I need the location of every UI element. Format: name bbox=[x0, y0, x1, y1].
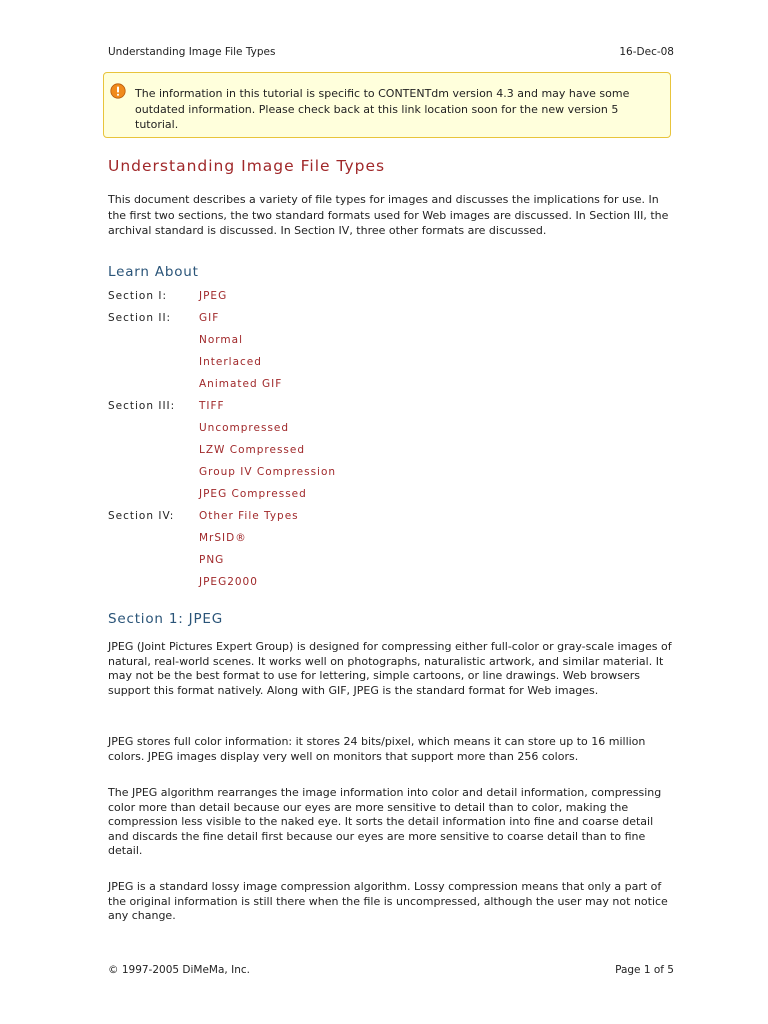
toc-link-normal[interactable]: Normal bbox=[199, 334, 243, 346]
learn-about-list bbox=[108, 286, 508, 594]
page-header bbox=[108, 46, 674, 58]
toc-link-interlaced[interactable]: Interlaced bbox=[199, 356, 262, 368]
page-title: Understanding Image File Types bbox=[108, 157, 386, 175]
toc-row bbox=[108, 308, 508, 330]
version-note-box bbox=[103, 72, 671, 138]
toc-link-lzw-compressed[interactable]: LZW Compressed bbox=[199, 444, 306, 456]
toc-link-uncompressed[interactable]: Uncompressed bbox=[199, 422, 290, 434]
toc-row bbox=[108, 286, 508, 308]
toc-row bbox=[108, 506, 508, 528]
toc-section-label: Section IV: bbox=[108, 510, 175, 522]
toc-row bbox=[108, 572, 508, 594]
version-note-text: The information in this tutorial is specific to CONTENTdm version 4.3 and may have some outdated information. Please check back at this link location soon for the new version 5 tutorial. bbox=[135, 87, 630, 131]
learn-about-heading: Learn About bbox=[108, 264, 199, 280]
header-date: 16-Dec-08 bbox=[619, 46, 674, 58]
toc-link-animated-gif[interactable]: Animated GIF bbox=[199, 378, 283, 390]
toc-link-group-iv[interactable]: Group IV Compression bbox=[199, 466, 337, 478]
toc-link-jpeg-compressed[interactable]: JPEG Compressed bbox=[199, 488, 307, 500]
intro-paragraph: This document describes a variety of file types for images and discusses the implications for use. In the first two sections, the two standard formats used for Web images are discussed. In Section III, the archival standard is discussed. In Section IV, three other formats are discussed. bbox=[108, 193, 669, 237]
toc-section-label: Section II: bbox=[108, 312, 172, 324]
footer-copyright: © 1997-2005 DiMeMa, Inc. bbox=[108, 964, 250, 976]
toc-link-png[interactable]: PNG bbox=[199, 554, 225, 566]
header-title: Understanding Image File Types bbox=[108, 46, 276, 58]
toc-link-tiff[interactable]: TIFF bbox=[199, 400, 225, 412]
toc-row bbox=[108, 352, 508, 374]
footer-page-number: Page 1 of 5 bbox=[615, 964, 674, 976]
caution-icon bbox=[110, 83, 126, 99]
toc-row bbox=[108, 462, 508, 484]
toc-row bbox=[108, 484, 508, 506]
section1-paragraph: The JPEG algorithm rearranges the image information into color and detail information, compressing color more than detail because our eyes are more sensitive to detail than to color, making the compression less visible to the naked eye. It sorts the detail information into fine and coarse detail and discards the fine detail first because our eyes are more sensitive to coarse detail than to fine detail. bbox=[108, 786, 662, 857]
toc-link-jpeg[interactable]: JPEG bbox=[199, 290, 228, 302]
section1-heading: Section 1: JPEG bbox=[108, 611, 223, 627]
toc-row bbox=[108, 396, 508, 418]
toc-row bbox=[108, 440, 508, 462]
toc-link-other-file-types[interactable]: Other File Types bbox=[199, 510, 299, 522]
toc-row bbox=[108, 528, 508, 550]
toc-row bbox=[108, 330, 508, 352]
toc-row bbox=[108, 374, 508, 396]
section1-paragraph: JPEG is a standard lossy image compression algorithm. Lossy compression means that only a part of the original information is still there when the file is uncompressed, although the user may not notice any change. bbox=[108, 880, 668, 922]
page-footer bbox=[108, 964, 674, 976]
toc-section-label: Section III: bbox=[108, 400, 176, 412]
toc-row bbox=[108, 550, 508, 572]
section1-paragraph: JPEG (Joint Pictures Expert Group) is designed for compressing either full-color or gray-scale images of natural, real-world scenes. It works well on photographs, naturalistic artwork, and similar material. It may not be the best format to use for lettering, simple cartoons, or line drawings. Web browsers support this format natively. Along with GIF, JPEG is the standard format for Web images. bbox=[108, 640, 672, 697]
toc-row bbox=[108, 418, 508, 440]
toc-section-label: Section I: bbox=[108, 290, 167, 302]
section1-paragraph: JPEG stores full color information: it stores 24 bits/pixel, which means it can store up to 16 million colors. JPEG images display very well on monitors that support more than 256 colors. bbox=[108, 735, 646, 763]
toc-link-mrsid[interactable]: MrSID® bbox=[199, 532, 247, 544]
toc-link-jpeg2000[interactable]: JPEG2000 bbox=[199, 576, 258, 588]
toc-link-gif[interactable]: GIF bbox=[199, 312, 220, 324]
document-page bbox=[108, 0, 674, 1024]
